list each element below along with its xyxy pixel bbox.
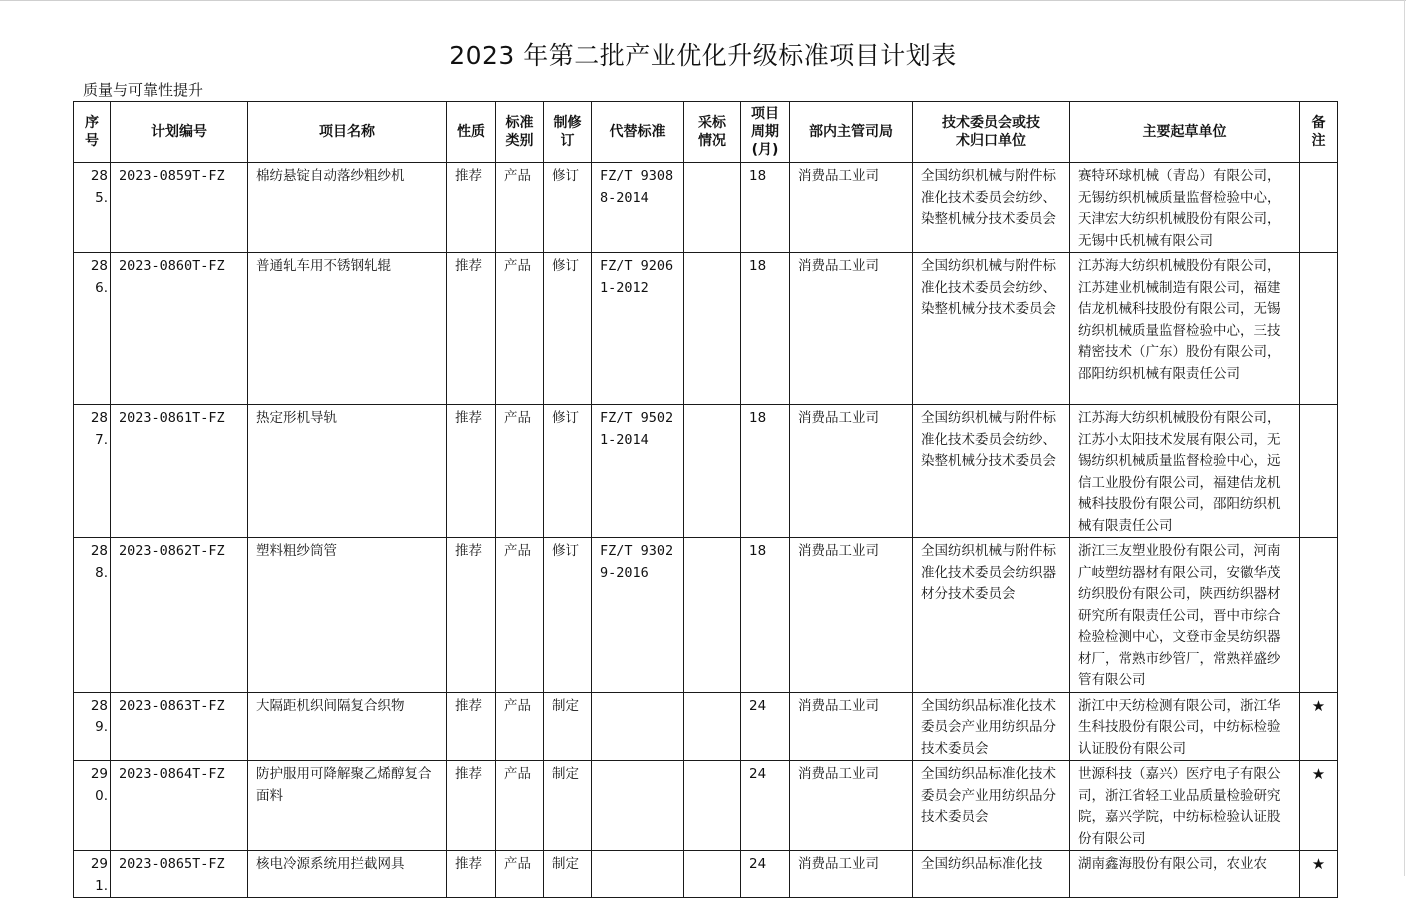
cell-adopt [684,163,741,253]
header-note: 备注 [1300,102,1338,163]
header-period: 项目周期(月) [741,102,790,163]
cell-note [1300,163,1338,253]
cell-revise: 修订 [544,163,592,253]
star-mark: ★ [1300,851,1338,898]
top-border-line [0,0,1406,1]
header-nature: 性质 [447,102,496,163]
table-header-row [74,102,1338,163]
header-std-type: 标准类别 [496,102,544,163]
cell-committee: 全国纺织品标准化技术委员会产业用纺织品分技术委员会 [913,761,1070,851]
cell-adopt [684,761,741,851]
cell-nature: 推荐 [447,761,496,851]
cell-drafters: 江苏海大纺织机械股份有限公司，江苏小太阳技术发展有限公司，无锡纺织机械质量监督检验中心，远信工业股份有限公司，福建佶龙机械科技股份有限公司，邵阳纺织机械有限责任公司 [1070,405,1300,538]
cell-replace [592,761,684,851]
cell-plan-no: 2023-0859T-FZ [111,163,248,253]
cell-adopt [684,851,741,898]
cell-replace: FZ/T 95021-2014 [592,405,684,538]
star-mark: ★ [1300,692,1338,761]
cell-period: 24 [741,692,790,761]
cell-adopt [684,405,741,538]
cell-period: 24 [741,851,790,898]
cell-replace: FZ/T 93029-2016 [592,538,684,693]
cell-period: 18 [741,538,790,693]
cell-drafters: 赛特环球机械（青岛）有限公司，无锡纺织机械质量监督检验中心，天津宏大纺织机械股份有限公司，无锡中氏机械有限公司 [1070,163,1300,253]
cell-committee: 全国纺织品标准化技 [913,851,1070,898]
cell-dept: 消费品工业司 [790,253,913,405]
cell-note [1300,538,1338,693]
header-committee: 技术委员会或技术归口单位 [913,102,1070,163]
cell-name: 热定形机导轨 [248,405,447,538]
cell-no: 288. [74,538,111,693]
header-name: 项目名称 [248,102,447,163]
cell-nature: 推荐 [447,538,496,693]
cell-no: 291. [74,851,111,898]
cell-std-type: 产品 [496,163,544,253]
cell-name: 塑料粗纱筒管 [248,538,447,693]
cell-no: 287. [74,405,111,538]
cell-std-type: 产品 [496,851,544,898]
cell-period: 18 [741,253,790,405]
cell-drafters: 浙江中天纺检测有限公司，浙江华生科技股份有限公司，中纺标检验认证股份有限公司 [1070,692,1300,761]
cell-replace [592,692,684,761]
cell-nature: 推荐 [447,851,496,898]
cell-no: 285. [74,163,111,253]
cell-name: 核电冷源系统用拦截网具 [248,851,447,898]
header-dept: 部内主管司局 [790,102,913,163]
cell-std-type: 产品 [496,253,544,405]
cell-nature: 推荐 [447,405,496,538]
right-border-line [1404,0,1405,876]
cell-name: 大隔距机织间隔复合织物 [248,692,447,761]
cell-adopt [684,692,741,761]
cell-committee: 全国纺织机械与附件标准化技术委员会纺织器材分技术委员会 [913,538,1070,693]
cell-drafters: 浙江三友塑业股份有限公司，河南广岐塑纺器材有限公司，安徽华茂纺织股份有限公司，陕西纺织器材研究所有限责任公司，晋中市综合检验检测中心，文登市金昊纺织器材厂，常熟市纱管厂，常熟祥盛纱管有限公司 [1070,538,1300,693]
cell-nature: 推荐 [447,163,496,253]
cell-committee: 全国纺织机械与附件标准化技术委员会纺纱、染整机械分技术委员会 [913,253,1070,405]
cell-nature: 推荐 [447,692,496,761]
cell-adopt [684,538,741,693]
table-row [74,851,1338,898]
cell-nature: 推荐 [447,253,496,405]
cell-replace [592,851,684,898]
cell-plan-no: 2023-0863T-FZ [111,692,248,761]
cell-dept: 消费品工业司 [790,163,913,253]
cell-dept: 消费品工业司 [790,405,913,538]
cell-adopt [684,253,741,405]
cell-committee: 全国纺织品标准化技术委员会产业用纺织品分技术委员会 [913,692,1070,761]
cell-drafters: 世源科技（嘉兴）医疗电子有限公司，浙江省轻工业品质量检验研究院，嘉兴学院，中纺标检验认证股份有限公司 [1070,761,1300,851]
cell-replace: FZ/T 93088-2014 [592,163,684,253]
cell-revise: 修订 [544,253,592,405]
table-row [74,761,1338,851]
cell-plan-no: 2023-0864T-FZ [111,761,248,851]
cell-plan-no: 2023-0861T-FZ [111,405,248,538]
cell-dept: 消费品工业司 [790,761,913,851]
cell-period: 18 [741,405,790,538]
table-row [74,163,1338,253]
cell-drafters: 江苏海大纺织机械股份有限公司，江苏建业机械制造有限公司，福建佶龙机械科技股份有限公司，无锡纺织机械质量监督检验中心，三技精密技术（广东）股份有限公司，邵阳纺织机械有限责任公司 [1070,253,1300,405]
cell-name: 防护服用可降解聚乙烯醇复合面料 [248,761,447,851]
cell-no: 290. [74,761,111,851]
cell-name: 普通轧车用不锈钢轧辊 [248,253,447,405]
header-drafters: 主要起草单位 [1070,102,1300,163]
header-no: 序号 [74,102,111,163]
header-revise: 制修订 [544,102,592,163]
table-row [74,692,1338,761]
header-adopt: 采标情况 [684,102,741,163]
cell-plan-no: 2023-0862T-FZ [111,538,248,693]
cell-std-type: 产品 [496,538,544,693]
cell-dept: 消费品工业司 [790,851,913,898]
header-replace: 代替标准 [592,102,684,163]
section-heading: 质量与可靠性提升 [83,81,204,99]
cell-std-type: 产品 [496,405,544,538]
cell-committee: 全国纺织机械与附件标准化技术委员会纺纱、染整机械分技术委员会 [913,405,1070,538]
plan-table [73,101,1338,898]
header-plan-no: 计划编号 [111,102,248,163]
cell-dept: 消费品工业司 [790,538,913,693]
cell-revise: 制定 [544,692,592,761]
cell-committee: 全国纺织机械与附件标准化技术委员会纺纱、染整机械分技术委员会 [913,163,1070,253]
cell-plan-no: 2023-0865T-FZ [111,851,248,898]
cell-revise: 制定 [544,851,592,898]
cell-std-type: 产品 [496,692,544,761]
cell-period: 18 [741,163,790,253]
cell-revise: 制定 [544,761,592,851]
cell-replace: FZ/T 92061-2012 [592,253,684,405]
cell-revise: 修订 [544,538,592,693]
cell-note [1300,405,1338,538]
table-row [74,538,1338,693]
cell-revise: 修订 [544,405,592,538]
cell-drafters: 湖南鑫海股份有限公司，农业农 [1070,851,1300,898]
cell-period: 24 [741,761,790,851]
cell-no: 286. [74,253,111,405]
table-row [74,253,1338,405]
cell-plan-no: 2023-0860T-FZ [111,253,248,405]
cell-no: 289. [74,692,111,761]
page-title: 2023 年第二批产业优化升级标准项目计划表 [449,41,957,70]
cell-note [1300,253,1338,405]
table-row [74,405,1338,538]
star-mark: ★ [1300,761,1338,851]
cell-name: 棉纺悬锭自动落纱粗纱机 [248,163,447,253]
cell-std-type: 产品 [496,761,544,851]
cell-dept: 消费品工业司 [790,692,913,761]
